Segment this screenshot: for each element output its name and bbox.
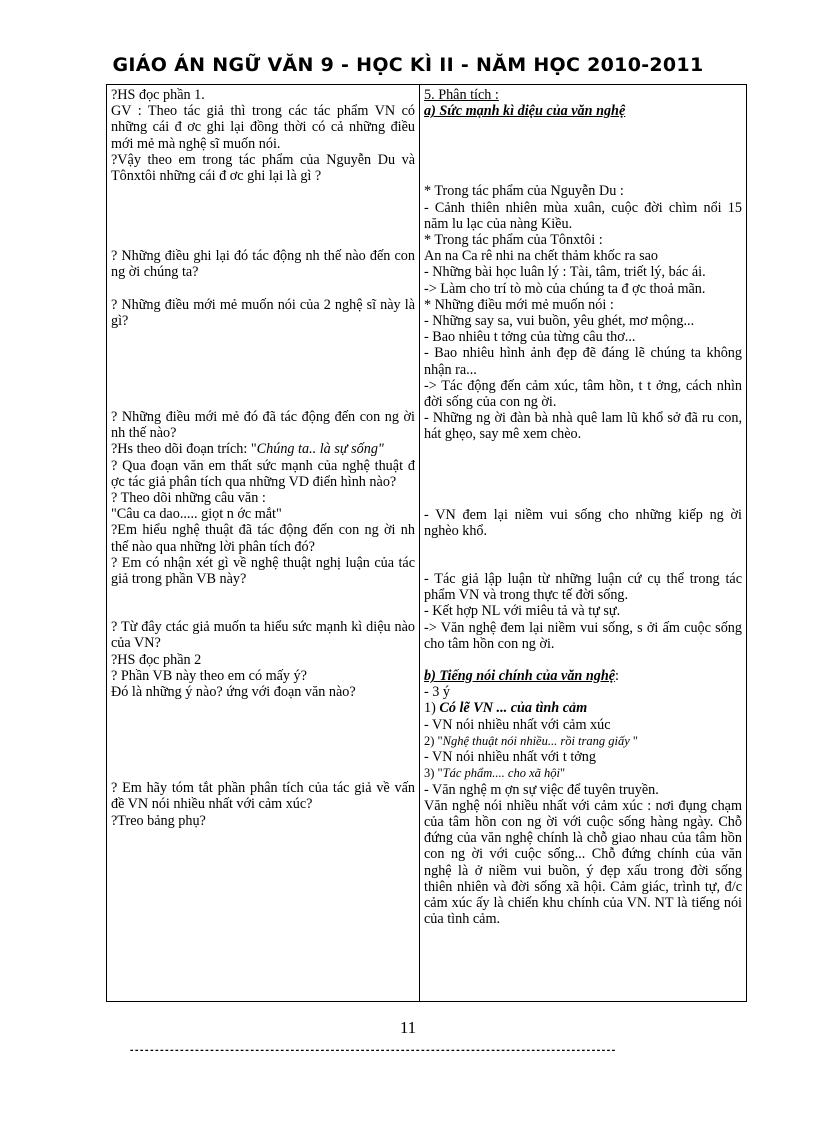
right-line: - Cảnh thiên nhiên mùa xuân, cuộc đời chìm nổi 15 năm lu lạc của nàng Kiều. [424, 199, 742, 232]
right-line: - Kết hợp NL với miêu tả và tự sự. [424, 603, 621, 620]
left-line: ? Những điều mới mẻ muốn nói của 2 nghệ sĩ này là gì? [111, 296, 415, 329]
left-line: ?Vậy theo em trong tác phẩm của Nguyễn Du và Tônxtôi những cái đ ơc ghi lại là gì ? [111, 151, 415, 185]
left-line: ? Những điều ghi lại đó tác động nh thế nào đến con ng ời chúng ta? [111, 248, 415, 281]
right-line: * Những điều mới mẻ muốn nói : [424, 296, 614, 313]
section-heading: 5. Phân tích : [424, 87, 499, 103]
right-line: - VN nói nhiều nhất với t tởng [424, 749, 596, 766]
left-line: "Câu ca dao..... giọt n ớc mắt" [111, 506, 282, 523]
right-line: 1) Có lẽ VN ... của tình cảm [424, 700, 588, 717]
left-line: ?Treo bảng phụ? [111, 812, 206, 829]
right-line: -> Tác động đến cảm xúc, tâm hồn, t t ởng, cách nhìn đời sống của con ng ời. [424, 377, 742, 411]
right-line: - VN nói nhiều nhất với cảm xúc [424, 716, 611, 733]
right-line: 3) "Tác phẩm.... cho xã hội" [424, 766, 566, 781]
left-line: ?HS đọc phần 1. [111, 87, 205, 103]
subsection-heading-2: b) Tiếng nói chính của văn nghệ: [424, 668, 619, 685]
left-line: ? Em hãy tóm tắt phần phân tích của tác giả về vấn đề VN nói nhiều nhất với cảm xúc? [111, 780, 415, 813]
right-line: 2) "Nghệ thuật nói nhiều... rồi trang giấy " [424, 733, 639, 748]
left-line: ?Hs theo dõi đoạn trích: "Chúng ta.. là sự sống" [111, 441, 384, 458]
lesson-table [106, 84, 747, 1002]
teacher-column [107, 85, 420, 1002]
page-number: 11 [399, 1018, 417, 1037]
right-line: - Những say sa, vui buồn, yêu ghét, mơ mộng... [424, 313, 695, 330]
right-line: - 3 ý [424, 684, 451, 701]
left-line: ?Em hiểu nghệ thuật đã tác động đến con ng ời nh thế nào qua những lời phân tích đó? [111, 522, 415, 555]
left-line: ? Qua đoạn văn em thất sức mạnh của nghệ thuật đ ợc tác giả phân tích qua những VD điển hình nào? [111, 457, 415, 490]
right-line: * Trong tác phẩm của Tônxtôi : [424, 232, 603, 249]
content-column [420, 85, 747, 1002]
right-line: - Bao nhiêu hình ảnh đẹp đẽ đáng lẽ chúng ta không nhận ra... [424, 345, 742, 378]
left-line: ? Những điều mới mẻ đó đã tác động đến con ng ời nh thế nào? [111, 409, 415, 442]
right-line: - Những ng ời đàn bà nhà quê lam lũ khổ sở đã ru con, hát ghẹo, say mê xem chèo. [424, 410, 742, 443]
right-line: -> Văn nghệ đem lại niềm vui sống, s ởi ấm cuộc sống cho tâm hồn con ng ời. [424, 619, 742, 652]
right-line: An na Ca rê nhi na chết thảm khốc ra sao [424, 248, 659, 265]
right-line: -> Làm cho trí tò mò của chúng ta đ ợc thoả mãn. [424, 280, 706, 297]
left-line: ? Em có nhận xét gì về nghệ thuật nghị luận của tác giả trong phần VB này? [111, 554, 415, 588]
left-line: ? Theo dõi những câu văn : [111, 490, 266, 507]
left-line: Đó là những ý nào? ứng với đoạn văn nào? [111, 684, 356, 701]
right-paragraph: Văn nghệ nói nhiều nhất với cảm xúc : nơi đụng chạm của tâm hồn con ng ời với cuộc sống hàng ngày. Chỗ đứng của văn nghệ chính là chỗ giao nhau của tâm hồn con ng ời với cuộc sống... Chỗ đứng chính của văn nghệ là ở niềm vui buồn, ý đẹp xấu trong đời sống thiên nhiên và đời sống xã hội. Cảm giác, trình tự, đ/c cảm xúc ấy là chiến khu chính của VN. NT là tiếng nói của tình cảm. [424, 797, 742, 928]
right-line: - Những bài học luân lý : Tài, tâm, triết lý, bác ái. [424, 264, 706, 281]
left-line: ? Từ đây ctác giả muốn ta hiểu sức mạnh kì diệu nào của VN? [111, 619, 415, 652]
right-line: - Văn nghệ m ợn sự việc để tuyên truyền. [424, 781, 659, 798]
page-header: GIÁO ÁN NGỮ VĂN 9 - HỌC KÌ II - NĂM HỌC 2010-2011 [112, 54, 704, 76]
subsection-heading: a) Sức mạnh kì diệu của văn nghệ [424, 103, 626, 120]
right-line: - Tác giả lập luận từ những luận cứ cụ thể trong tác phẩm VN và trong thực tế đời sống. [424, 571, 742, 604]
right-line: - Bao nhiêu t tởng của từng câu thơ... [424, 329, 636, 346]
footer-rule: ------------------------------------------------------------------------------------------------- [129, 1046, 616, 1056]
right-line: * Trong tác phẩm của Nguyễn Du : [424, 183, 624, 200]
left-line: ? Phần VB này theo em có mấy ý? [111, 667, 307, 684]
left-line: ?HS đọc phần 2 [111, 651, 202, 668]
left-line: GV : Theo tác giả thì trong các tác phẩm VN có những cái đ ơc ghi lại đồng thời có cả những điều mới mẻ mà nghệ sĩ muốn nói. [111, 103, 415, 152]
right-line: - VN đem lại niềm vui sống cho những kiếp ng ời nghèo khổ. [424, 506, 742, 539]
